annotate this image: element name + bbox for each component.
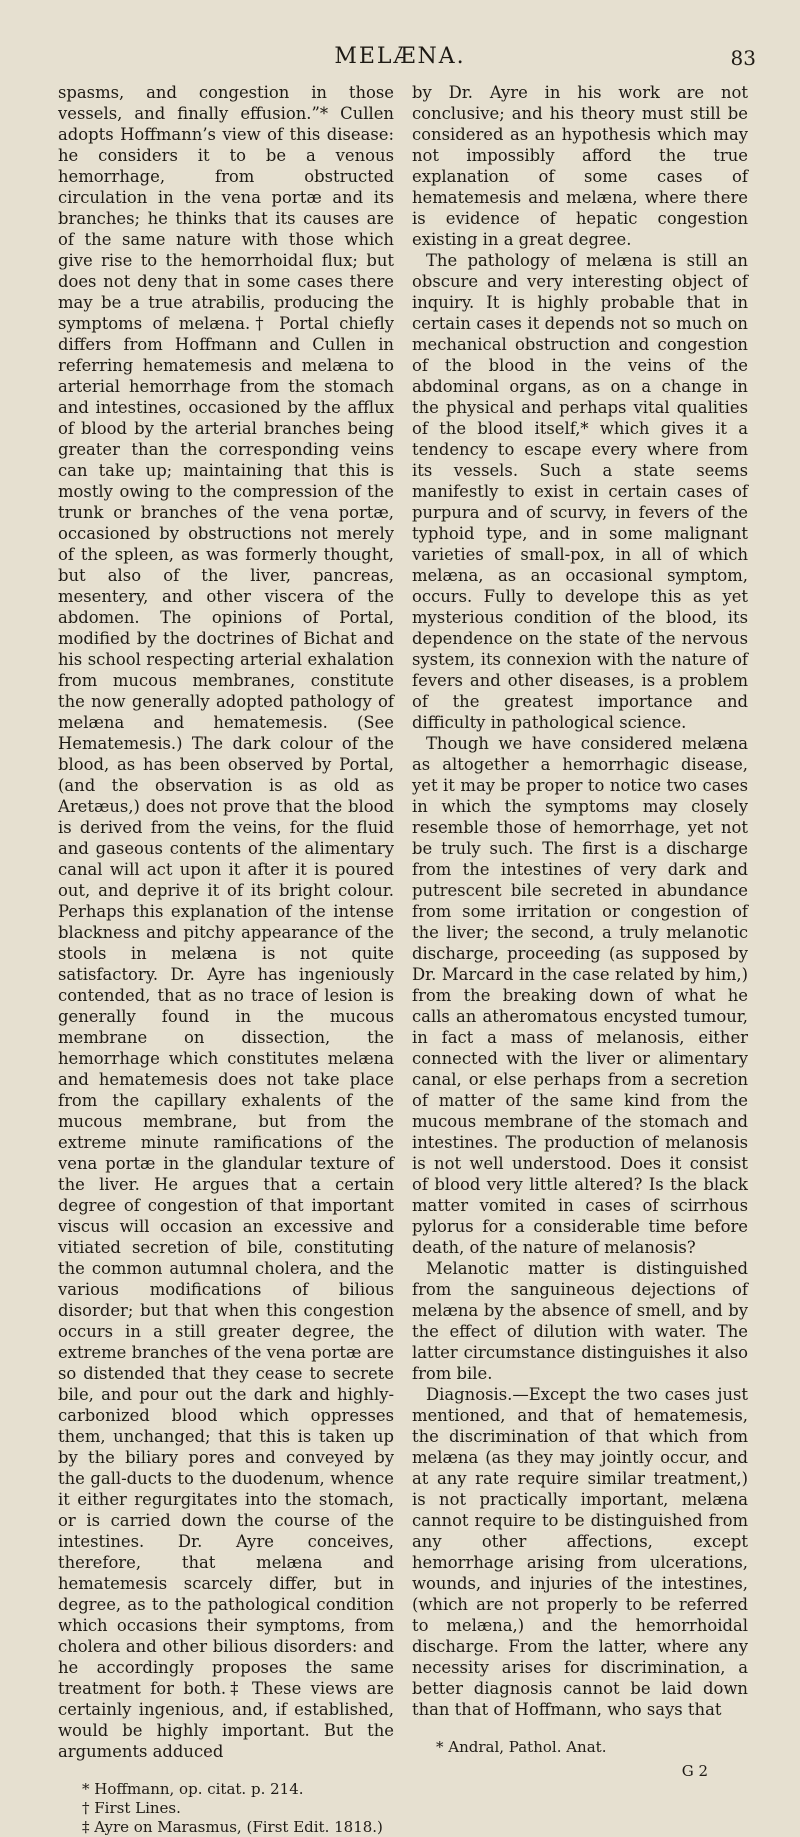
footnote: * Andral, Pathol. Anat.: [436, 1738, 607, 1756]
running-head-title: MELÆNA.: [334, 44, 466, 69]
footnotes: [412, 1738, 748, 1757]
page-number: 83: [730, 46, 756, 70]
footnote: * Hoffmann, op. citat. p. 214.: [82, 1780, 304, 1798]
paragraph: Melanotic matter is distinguished from the sanguineous dejections of melæna by the absence of smell, and by the effect of dilution with water. The latter circumstance distinguishes it also from bile.: [412, 1259, 748, 1383]
footnote: † First Lines.: [82, 1799, 181, 1817]
paragraph: Diagnosis.—Except the two cases just mentioned, and that of hematemesis, the discrimination of that which from melæna (as they may jointly occur, and at any rate require similar treatment,) is not practically important, melæna cannot require to be distinguished from any other affections, except hemorrhage arising from ulcerations, wounds, and injuries of the intestines, (which are not properly to be referred to melæna,) and the hemorrhoidal discharge. From the latter, where any necessity arises for discrimination, a better diagnosis cannot be laid down than that of Hoffmann, who says that: [412, 1385, 748, 1719]
paragraph: spasms, and congestion in those vessels, and finally effusion.”* Cullen adopts Hoffmann’s view of this disease: he considers it to be a venous hemorrhage, from obstructed circulation in the vena portæ and its branches; he thinks that its causes are of the same nature with those which give rise to the hemorrhoidal flux; but does not deny that in some cases there may be a true atrabilis, producing the symptoms of melæna.† Portal chiefly differs from Hoffmann and Cullen in referring hematemesis and melæna to arterial hemorrhage from the stomach and intestines, occasioned by the afflux of blood by the arterial branches being greater than the corresponding veins can take up; maintaining that this is mostly owing to the compression of the trunk or branches of the vena portæ, occasioned by obstructions not merely of the spleen, as was formerly thought, but also of the liver, pancreas, mesentery, and other viscera of the abdomen. The opinions of Portal, modified by the doctrines of Bichat and his school respecting arterial exhalation from mucous membranes, constitute the now generally adopted pathology of melæna and hematemesis. (See Hematemesis.) The dark colour of the blood, as has been observed by Portal, (and the observation is as old as Aretæus,) does not prove that the blood is derived from the veins, for the fluid and gaseous contents of the alimentary canal will act upon it after it is poured out, and deprive it of its bright colour. Perhaps this explanation of the intense blackness and pitchy appearance of the stools in melæna is not quite satisfactory. Dr. Ayre has ingeniously contended, that as no trace of lesion is generally found in the mucous membrane on dissection, the hemorrhage which constitutes melæna and hematemesis does not take place from the capillary exhalents of the mucous membrane, but from the extreme minute ramifications of the vena portæ in the glandular texture of the liver. He argues that a certain degree of congestion of that important viscus will occasion an excessive and vitiated secretion of bile, constituting the common autumnal cholera, and the various modifications of bilious disorder; but that when this congestion occurs in a still greater degree, the extreme branches of the vena portæ are so distended that they cease to secrete bile, and pour out the dark and highly-carbonized blood which oppresses them, unchanged; that this is taken up by the biliary pores and conveyed by the gall-ducts to the duodenum, whence it either regurgitates into the stomach, or is carried down the course of the intestines. Dr. Ayre conceives, therefore, that melæna and hematemesis scarcely differ, but in degree, as to the pathological condition which occasions their symptoms, from cholera and other bilious disorders: and he accordingly proposes the same treatment for both.‡ These views are certainly ingenious, and, if established, would be highly important. But the arguments adduced: [58, 83, 394, 1761]
left-column: [58, 82, 394, 1837]
paragraph: The pathology of melæna is still an obscure and very interesting object of inquiry. It is highly probable that in certain cases it depends not so much on mechanical obstruction and congestion of the blood in the veins of the abdominal organs, as on a change in the physical and perhaps vital qualities of the blood itself,* which gives it a tendency to escape every where from its vessels. Such a state seems manifestly to exist in certain cases of purpura and of scurvy, in fevers of the typhoid type, and in some malignant varieties of small-pox, in all of which melæna, as an occasional symptom, occurs. Fully to develope this as yet mysterious condition of the blood, its dependence on the state of the nervous system, its connexion with the nature of fevers and other diseases, is a problem of the greatest importance and difficulty in pathological science.: [412, 251, 748, 732]
signature-mark: G 2: [681, 1762, 708, 1780]
footnotes: [58, 1780, 394, 1837]
right-column: [412, 82, 748, 1782]
paragraph: by Dr. Ayre in his work are not conclusive; and his theory must still be considered as an hypothesis which may not impossibly afford the true explanation of some cases of hematemesis and melæna, where there is evidence of hepatic congestion existing in a great degree.: [412, 83, 748, 249]
footnote: ‡ Ayre on Marasmus, (First Edit. 1818.): [82, 1818, 383, 1836]
paragraph: Though we have considered melæna as altogether a hemorrhagic disease, yet it may be proper to notice two cases in which the symptoms may closely resemble those of hemorrhage, yet not be truly such. The first is a discharge from the intestines of very dark and putrescent bile secreted in abundance from some irritation or congestion of the liver; the second, a truly melanotic discharge, proceeding (as supposed by Dr. Marcard in the case related by him,) from the breaking down of what he calls an atheromatous encysted tumour, in fact a mass of melanosis, either connected with the liver or alimentary canal, or else perhaps from a secretion of matter of the same kind from the mucous membrane of the stomach and intestines. The production of melanosis is not well understood. Does it consist of blood very little altered? Is the black matter vomited in cases of scirrhous pylorus for a considerable time before death, of the nature of melanosis?: [412, 734, 748, 1257]
